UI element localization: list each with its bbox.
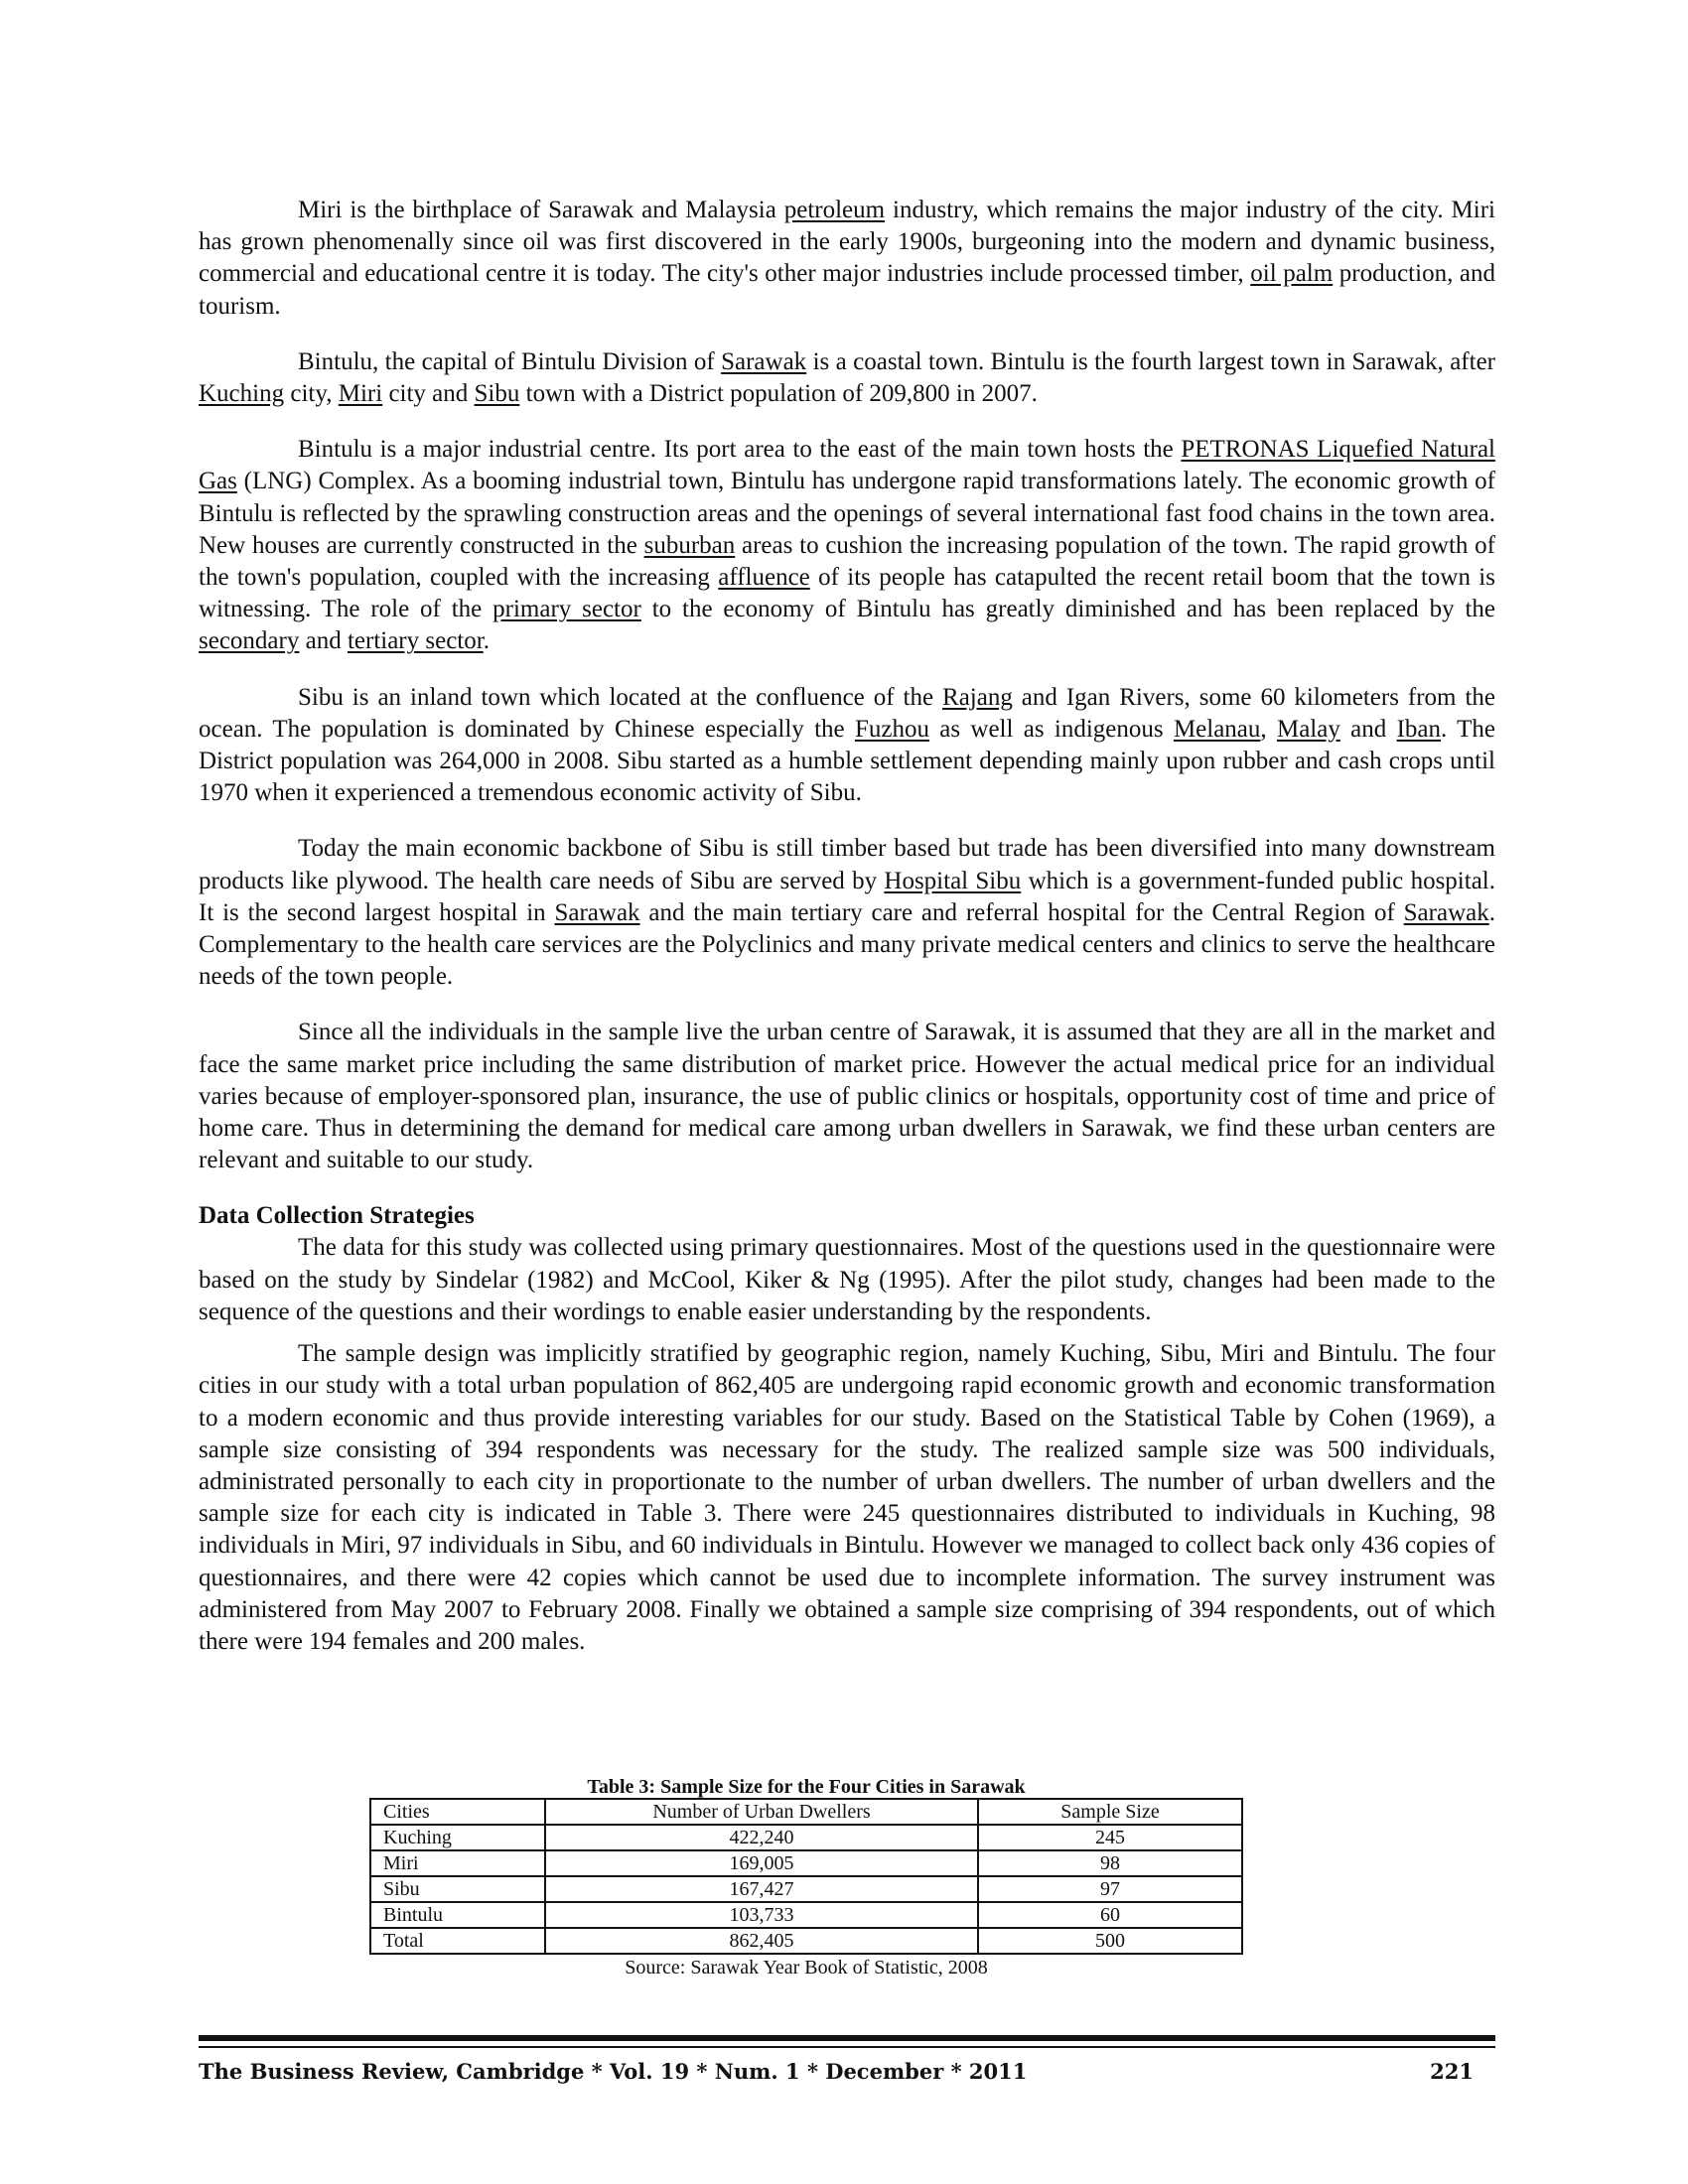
paragraph-text: Today the main economic backbone of Sibu is still timber based but trade has been diversified into many downstream products like plywood. The health care needs of Sibu are served by: [199, 835, 1495, 894]
journal-citation: The Business Review, Cambridge * Vol. 19 * Num. 1 * December * 2011: [199, 2059, 1028, 2084]
table-header-cell: Number of Urban Dwellers: [545, 1799, 978, 1825]
table-cell: 862,405: [545, 1928, 978, 1954]
table-header-row: [370, 1799, 1242, 1825]
footer-rule-thin: [199, 2046, 1495, 2048]
hyperlink[interactable]: Miri: [338, 380, 383, 408]
paragraph-text: Since all the individuals in the sample live the urban centre of Sarawak, it is assumed that they are all in the market and face the same market price including the same distribution of market price. However the actual medical price for an individual varies because of employer-sponsored plan, insurance, the use of public clinics or hospitals, opportunity cost of time and price of home care. Thus in determining the demand for medical care among urban dwellers in Sarawak, we find these urban centers are relevant and suitable to our study.: [199, 1019, 1495, 1174]
page-body: [199, 195, 1495, 1676]
paragraph-text: city,: [284, 380, 339, 408]
paragraph-text: production, and tourism.: [199, 260, 1495, 320]
hyperlink[interactable]: Iban: [1396, 715, 1442, 743]
paragraph-text: industry, which remains the major industry of the city. Miri has grown phenomenally since oil was first discovered in the early 1900s, burgeoning into the modern and dynamic business, commercial and educational centre it is today. The city's other major industries include processed timber,: [199, 197, 1495, 288]
table-cell: Total: [370, 1928, 545, 1954]
page-footer: [199, 2059, 1495, 2089]
table-cell: 422,240: [545, 1825, 978, 1850]
hyperlink[interactable]: Sarawak: [721, 347, 807, 375]
paragraph-text: and: [299, 627, 348, 655]
table-cell: Bintulu: [370, 1902, 545, 1928]
table-cell: 245: [978, 1825, 1242, 1850]
body-paragraph-5: [199, 833, 1495, 993]
body-paragraph-1: [199, 195, 1495, 323]
table-body: [370, 1825, 1242, 1954]
paragraph-text: areas to cushion the increasing population of the town. The rapid growth of the town's population, coupled with the increasing: [199, 531, 1496, 592]
body-paragraph-3: [199, 434, 1495, 657]
paragraph-text: and: [1339, 715, 1397, 743]
hyperlink[interactable]: Sarawak: [554, 898, 640, 926]
sample-size-table: [369, 1798, 1243, 1955]
paragraph-text: town with a District population of 209,800 in 2007.: [519, 380, 1038, 408]
hyperlink[interactable]: tertiary sector: [347, 627, 484, 655]
paragraph-text: (LNG) Complex. As a booming industrial town, Bintulu has undergone rapid transformations lately. The economic growth of Bintulu is reflected by the sprawling construction areas and the openings of several international fast food chains in the town area. New houses are currently constructed in the: [199, 468, 1495, 559]
hyperlink[interactable]: Melanau: [1173, 715, 1261, 743]
table-row: [370, 1902, 1242, 1928]
table-cell: 60: [978, 1902, 1242, 1928]
body-paragraphs: [199, 195, 1495, 1176]
table-cell: 98: [978, 1850, 1242, 1876]
paragraph-text: and Igan Rivers, some 60 kilometers from the ocean. The population is dominated by Chinese especially the: [199, 683, 1495, 743]
table-cell: 169,005: [545, 1850, 978, 1876]
table-header-cell: Sample Size: [978, 1799, 1242, 1825]
paragraph-text: is a coastal town. Bintulu is the fourth largest town in Sarawak, after: [806, 347, 1496, 375]
hyperlink[interactable]: PETRONAS Liquefied Natural Gas: [199, 436, 1495, 495]
paragraph-text: which is a government-funded public hospital. It is the second largest hospital in: [199, 867, 1495, 926]
table-row: [370, 1825, 1242, 1850]
body-paragraph-4: [199, 682, 1495, 810]
table-source: Source: Sarawak Year Book of Statistic, 2008: [625, 1957, 988, 1979]
table-cell: Kuching: [370, 1825, 545, 1850]
paragraph-text: . The District population was 264,000 in 2008. Sibu started as a humble settlement depending mainly upon rubber and cash crops until 1970 when it experienced a tremendous economic activity of Sibu.: [199, 715, 1495, 807]
hyperlink[interactable]: suburban: [643, 531, 736, 559]
hyperlink[interactable]: petroleum: [783, 197, 886, 223]
table-cell: 97: [978, 1876, 1242, 1902]
paragraph-text: Bintulu, the capital of Bintulu Division of: [298, 347, 722, 375]
table-caption: Table 3: Sample Size for the Four Cities in Sarawak: [587, 1776, 1026, 1798]
section-heading: Data Collection Strategies: [199, 1202, 475, 1230]
paragraph-text: ,: [1260, 715, 1277, 743]
hyperlink[interactable]: Fuzhou: [854, 715, 929, 743]
hyperlink[interactable]: Rajang: [942, 683, 1013, 711]
table-row: [370, 1876, 1242, 1902]
paragraph-text: Bintulu is a major industrial centre. Its port area to the east of the main town hosts the: [298, 436, 1182, 464]
paragraph-text: and the main tertiary care and referral hospital for the Central Region of: [639, 898, 1404, 926]
footer-rule-thick: [199, 2035, 1495, 2041]
page-number: 221: [1430, 2059, 1474, 2084]
hyperlink[interactable]: primary sector: [492, 596, 641, 623]
section-paragraph-2: The sample design was implicitly stratified by geographic region, namely Kuching, Sibu, Miri and Bintulu. The four cities in our study with a total urban population of 862,405 are undergoing rapid economic growth and economic transformation to a modern economic and thus provide interesting variables for our study. Based on the Statistical Table by Cohen (1969), a sample size consisting of 394 respondents was necessary for the study. The realized sample size was 500 individuals, administrated personally to each city in proportionate to the number of urban dwellers. The number of urban dwellers and the sample size for each city is indicated in Table 3. There were 245 questionnaires distributed to individuals in Kuching, 98 individuals in Miri, 97 individuals in Sibu, and 60 individuals in Bintulu. However we managed to collect back only 436 copies of questionnaires, and there were 42 copies which cannot be used due to incomplete information. The survey instrument was administered from May 2007 to February 2008. Finally we obtained a sample size comprising of 394 respondents, out of which there were 194 females and 200 males.: [199, 1340, 1495, 1655]
body-paragraph-6: [199, 1017, 1495, 1176]
section-paragraph-1: The data for this study was collected using primary questionnaires. Most of the questions used in the questionnaire were based on the study by Sindelar (1982) and McCool, Kiker & Ng (1995). After the pilot study, changes had been made to the sequence of the questions and their wordings to enable easier understanding by the respondents.: [199, 1234, 1495, 1325]
table-header-cell: Cities: [370, 1799, 545, 1825]
hyperlink[interactable]: affluence: [718, 564, 810, 592]
paragraph-text: city and: [382, 380, 475, 408]
table-row: [370, 1850, 1242, 1876]
table-cell: 500: [978, 1928, 1242, 1954]
hyperlink[interactable]: Sibu: [474, 380, 520, 408]
paragraph-text: of its people has catapulted the recent retail boom that the town is witnessing. The role of the: [199, 564, 1495, 623]
hyperlink[interactable]: Sarawak: [1403, 898, 1489, 926]
hyperlink[interactable]: secondary: [199, 627, 300, 655]
paragraph-text: Sibu is an inland town which located at the confluence of the: [298, 683, 943, 711]
paragraph-text: as well as indigenous: [928, 715, 1174, 743]
table-cell: Sibu: [370, 1876, 545, 1902]
paragraph-text: to the economy of Bintulu has greatly diminished and has been replaced by the: [640, 596, 1495, 623]
hyperlink[interactable]: Hospital Sibu: [884, 867, 1022, 894]
body-paragraph-2: [199, 346, 1495, 410]
table-cell: 103,733: [545, 1902, 978, 1928]
table-row: [370, 1928, 1242, 1954]
hyperlink[interactable]: Kuching: [199, 380, 285, 408]
hyperlink[interactable]: Malay: [1276, 715, 1340, 743]
paragraph-text: . Complementary to the health care services are the Polyclinics and many private medical centers and clinics to serve the healthcare needs of the town people.: [199, 898, 1495, 991]
table-3: [369, 1776, 1243, 1980]
paragraph-text: .: [483, 627, 490, 655]
paragraph-text: Miri is the birthplace of Sarawak and Malaysia: [298, 197, 784, 223]
table-cell: 167,427: [545, 1876, 978, 1902]
hyperlink[interactable]: oil palm: [1250, 260, 1334, 288]
table-cell: Miri: [370, 1850, 545, 1876]
